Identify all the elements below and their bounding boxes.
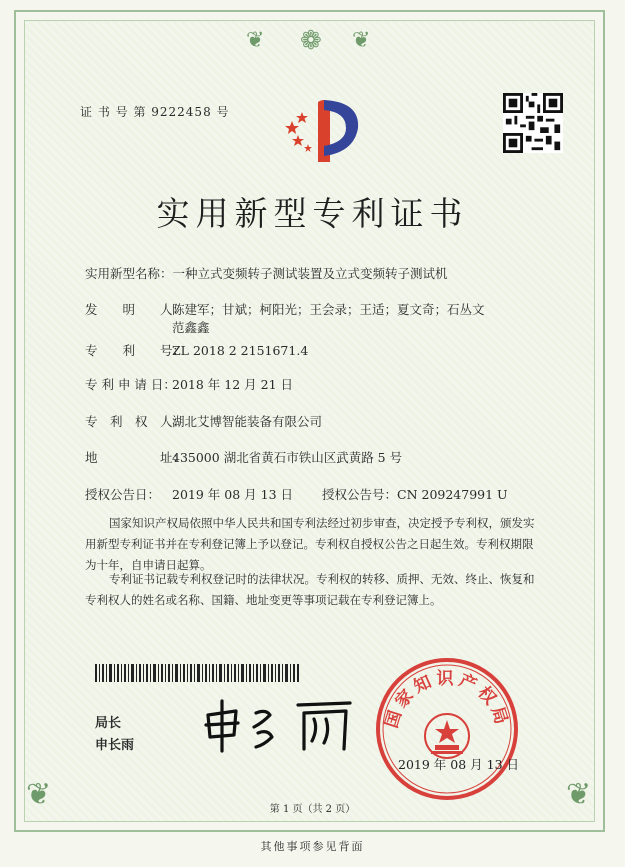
utility-model-name-label: 实用新型名称：	[85, 266, 173, 281]
grant-date-value: 2019 年 08 月 13 日	[172, 487, 293, 502]
director-title: 局长	[95, 716, 122, 731]
top-flourish-center: ❁	[300, 26, 322, 56]
address-value: 435000 湖北省黄石市铁山区武黄路 5 号	[172, 450, 403, 465]
grant-date-row	[85, 485, 293, 503]
utility-model-name-row	[85, 264, 448, 282]
director-name: 申长雨	[95, 738, 135, 753]
footer-note: 其他事项参见背面	[260, 840, 365, 853]
cnipa-logo-icon	[278, 92, 368, 164]
patent-holder-row	[85, 412, 322, 430]
legal-status-paragraph: 专利证书记载专利权登记时的法律状况。专利权的转移、质押、无效、终止、恢复和专利权人的姓名或名称、国籍、地址变更等事项记载在专利登记簿上。	[85, 572, 535, 607]
address-label: 地 址：	[85, 450, 186, 465]
grant-number-label: 授权公告号：	[322, 487, 398, 502]
handwritten-signature	[200, 697, 360, 753]
filing-date-label: 专 利 申 请 日：	[85, 377, 176, 392]
patent-number-label: 专 利 号：	[85, 343, 186, 358]
inventor-label: 发 明 人：	[85, 302, 186, 317]
official-seal	[374, 656, 520, 802]
top-flourish-left: ❦	[246, 28, 265, 53]
qr-code-icon	[503, 93, 563, 153]
address-row	[85, 448, 402, 466]
patent-holder-label: 专 利 权 人：	[85, 414, 186, 429]
top-flourish-right: ❦	[352, 28, 371, 53]
seal-text: 国家知识产权局	[381, 669, 513, 731]
patent-number-row	[85, 341, 308, 359]
bottom-left-flourish: ❦	[26, 777, 52, 812]
inventor-row	[85, 300, 485, 318]
grant-number-row	[322, 485, 508, 503]
inventor-continuation: 范鑫鑫	[172, 320, 210, 335]
utility-model-name-value: 一种立式变频转子测试装置及立式变频转子测试机	[172, 266, 448, 281]
filing-date-row	[85, 375, 293, 393]
inventor-value: 陈建军；甘斌；柯阳光；王会录；王适；夏文奇；石丛文	[172, 302, 485, 317]
seal-date: 2019 年 08 月 13 日	[398, 757, 519, 772]
grant-number-value: CN 209247991 U	[397, 487, 508, 502]
page-number: 第 1 页（共 2 页）	[269, 804, 356, 815]
barcode-icon	[95, 664, 300, 682]
patent-number-value: ZL 2018 2 2151671.4	[172, 343, 309, 358]
certificate-title: 实用新型专利证书	[156, 194, 469, 233]
grant-date-label: 授权公告日：	[85, 487, 161, 502]
certificate-number: 证 书 号 第 9222458 号	[80, 105, 230, 119]
patent-holder-value: 湖北艾博智能装备有限公司	[172, 414, 323, 429]
filing-date-value: 2018 年 12 月 21 日	[172, 377, 293, 392]
national-emblem-icon	[425, 714, 469, 758]
grant-statement-paragraph: 国家知识产权局依照中华人民共和国专利法经过初步审查，决定授予专利权，颁发实用新型专利证书并在专利登记簿上予以登记。专利权自授权公告之日起生效。专利权期限为十年，自申请日起算。	[85, 516, 535, 572]
bottom-right-flourish: ❦	[566, 777, 592, 812]
